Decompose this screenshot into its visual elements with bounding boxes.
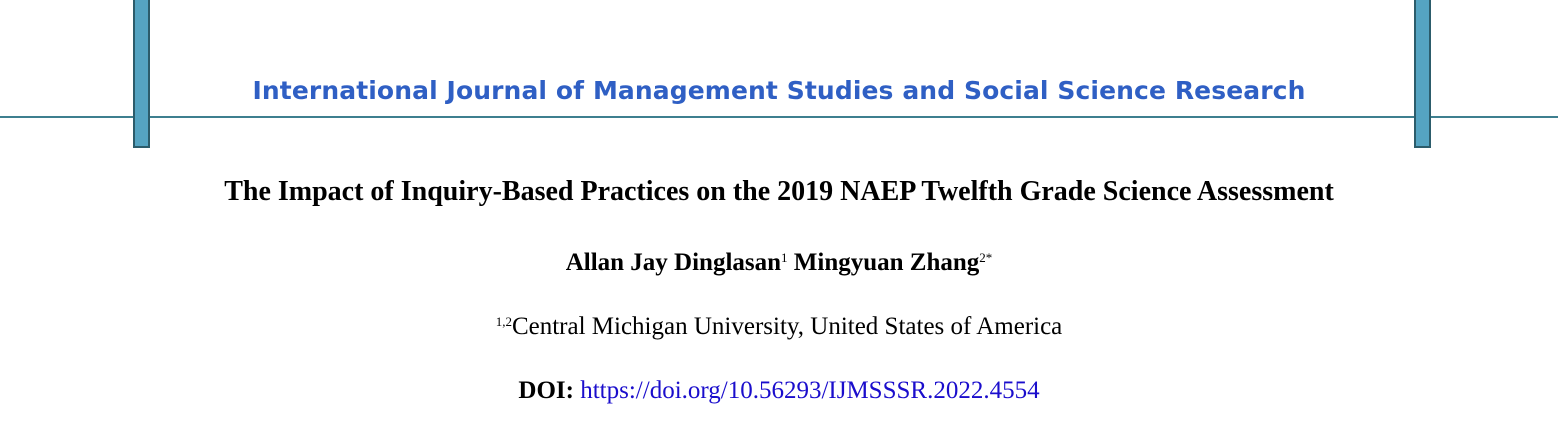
right-header-bar (1414, 0, 1431, 148)
author-line (0, 249, 1558, 277)
doi-label: DOI: (518, 377, 574, 404)
doi-line (0, 377, 1558, 405)
author-name-2: Mingyuan Zhang (793, 249, 980, 276)
affiliation-line (0, 313, 1558, 341)
doi-link[interactable]: https://doi.org/10.56293/IJMSSSR.2022.4554 (580, 377, 1040, 404)
author-mark-2: 2* (979, 250, 993, 265)
left-header-bar (133, 0, 150, 148)
journal-header (0, 0, 1558, 160)
author-mark-1: 1 (781, 250, 788, 265)
affiliation-marks: 1,2 (495, 314, 512, 329)
header-rule (0, 116, 1558, 118)
paper-title: The Impact of Inquiry-Based Practices on the 2019 NAEP Twelfth Grade Science Assessment (224, 176, 1334, 207)
author-name-1: Allan Jay Dinglasan (565, 249, 782, 276)
affiliation-text: Central Michigan University, United States of America (511, 313, 1063, 340)
journal-title: International Journal of Management Studies and Social Science Research (252, 76, 1306, 105)
